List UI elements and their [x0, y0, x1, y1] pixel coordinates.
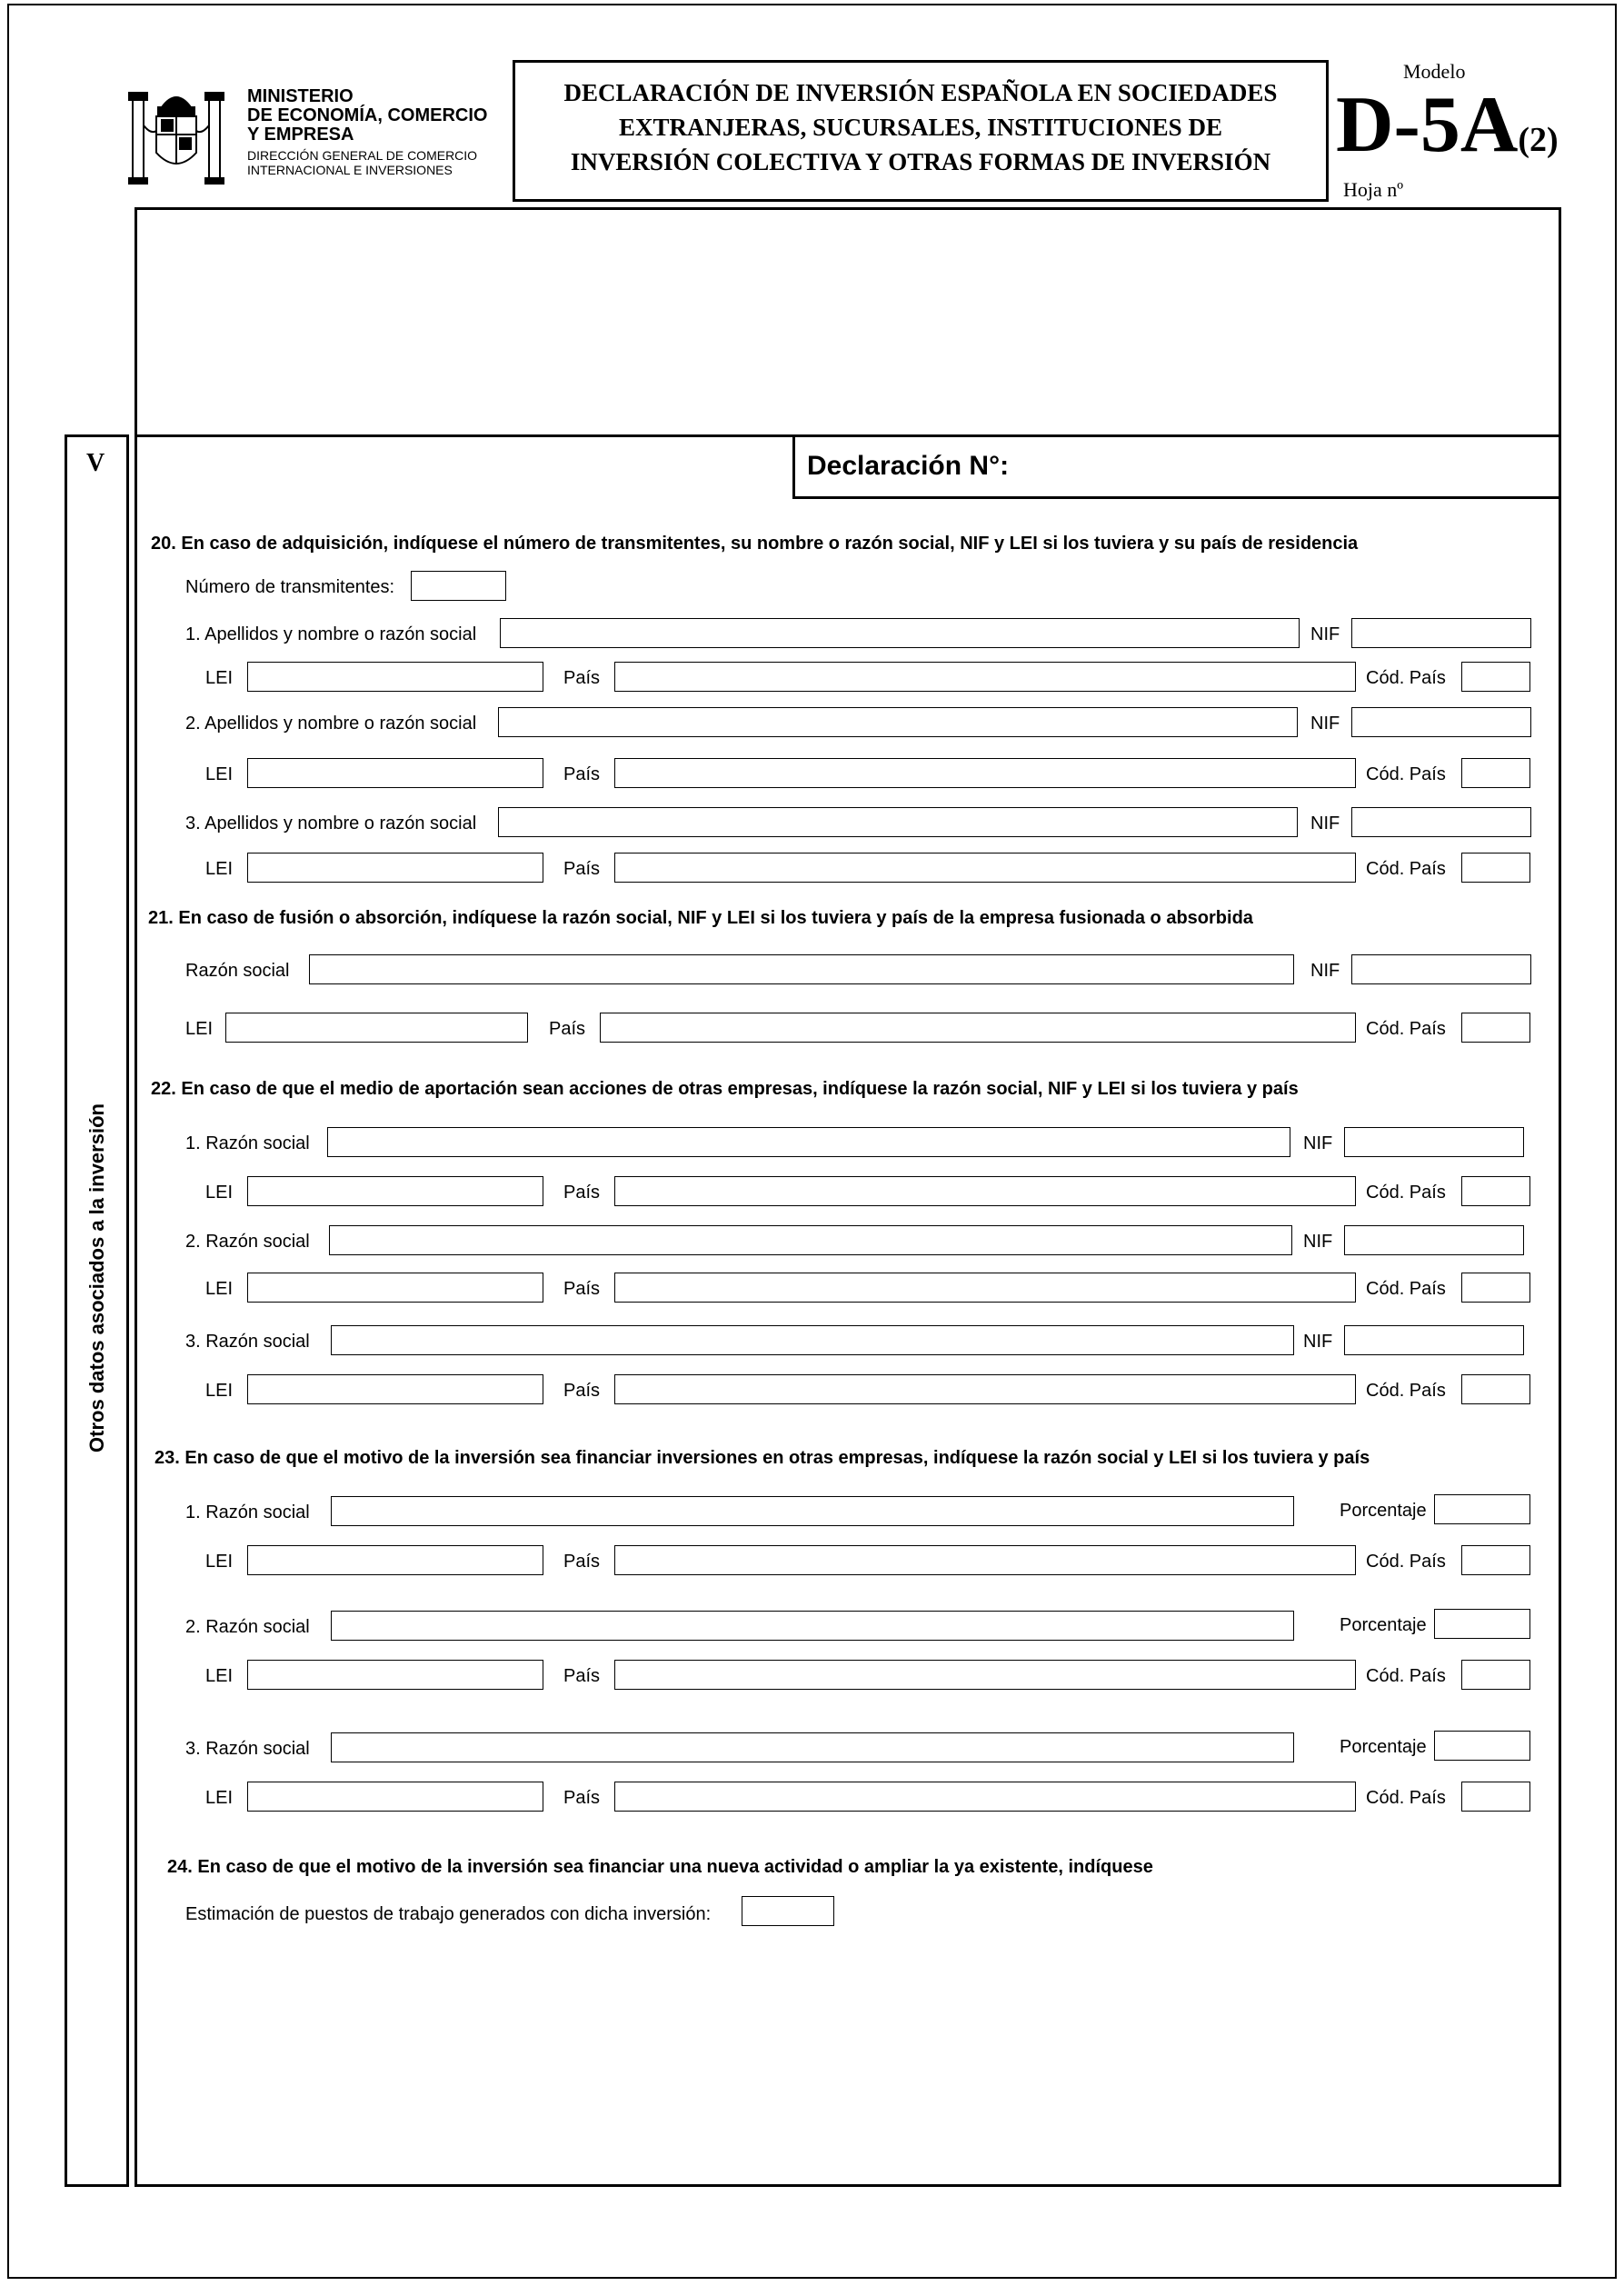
q21-lei-field[interactable] — [225, 1013, 528, 1043]
q22-row1-nif-field[interactable] — [1344, 1127, 1524, 1157]
q23-row1-label: 1. Razón social — [185, 1502, 310, 1522]
ministry-line-2: DE ECONOMÍA, COMERCIO — [247, 105, 488, 125]
q20-row1-name-field[interactable] — [500, 618, 1300, 648]
q23-row2-lei-label: LEI — [205, 1666, 234, 1686]
q22-row3-nif-label: NIF — [1303, 1332, 1333, 1352]
q22-row3-cod-label: Cód. País — [1366, 1381, 1446, 1401]
q20-row3-label: 3. Apellidos y nombre o razón social — [185, 814, 477, 834]
q22-row3-cod-field[interactable] — [1461, 1374, 1530, 1404]
q22-row1-cod-field[interactable] — [1461, 1176, 1530, 1206]
q21-razon-field[interactable] — [309, 954, 1294, 984]
q20-row2-nif-field[interactable] — [1351, 707, 1531, 737]
q22-row2-lei-field[interactable] — [247, 1273, 543, 1303]
top-blank-box — [135, 207, 1561, 437]
q20-row3-lei-label: LEI — [205, 859, 234, 879]
q23-row3-pais-field[interactable] — [614, 1782, 1356, 1812]
q23-row1-pct-label: Porcentaje — [1340, 1501, 1427, 1521]
q24-title: 24. En caso de que el motivo de la inversión sea financiar una nueva actividad o ampliar la ya existente, indíquese — [167, 1857, 1153, 1877]
q23-row1-lei-label: LEI — [205, 1552, 234, 1572]
q22-row3-label: 3. Razón social — [185, 1332, 310, 1352]
q23-row2-cod-label: Cód. País — [1366, 1666, 1446, 1686]
q23-row1-pais-field[interactable] — [614, 1545, 1356, 1575]
q22-row1-pais-label: País — [563, 1183, 601, 1203]
q20-row2-lei-field[interactable] — [247, 758, 543, 788]
q20-row1-label: 1. Apellidos y nombre o razón social — [185, 624, 477, 644]
direction-line-1: DIRECCIÓN GENERAL DE COMERCIO — [247, 148, 478, 163]
q20-row1-nif-label: NIF — [1310, 624, 1340, 644]
q22-title: 22. En caso de que el medio de aportación sean acciones de otras empresas, indíquese la razón social, NIF y LEI si los tuviera y país — [151, 1079, 1299, 1099]
q22-row2-label: 2. Razón social — [185, 1232, 310, 1252]
q22-row3-nif-field[interactable] — [1344, 1325, 1524, 1355]
q22-row1-lei-label: LEI — [205, 1183, 234, 1203]
coat-of-arms-logo — [125, 80, 227, 187]
q23-row3-cod-label: Cód. País — [1366, 1788, 1446, 1808]
q22-row2-cod-label: Cód. País — [1366, 1279, 1446, 1299]
q20-row3-cod-field[interactable] — [1461, 853, 1530, 883]
q24-empleo-field[interactable] — [742, 1896, 834, 1926]
q21-pais-field[interactable] — [600, 1013, 1356, 1043]
q21-nif-field[interactable] — [1351, 954, 1531, 984]
q20-row2-name-field[interactable] — [498, 707, 1298, 737]
q20-row3-nif-field[interactable] — [1351, 807, 1531, 837]
q23-row1-cod-field[interactable] — [1461, 1545, 1530, 1575]
form-title-box — [513, 60, 1329, 202]
q21-cod-label: Cód. País — [1366, 1019, 1446, 1039]
q23-row2-lei-field[interactable] — [247, 1660, 543, 1690]
modelo-code-suffix: (2) — [1518, 121, 1559, 159]
q23-row3-lei-field[interactable] — [247, 1782, 543, 1812]
q23-row2-cod-field[interactable] — [1461, 1660, 1530, 1690]
q23-row3-cod-field[interactable] — [1461, 1782, 1530, 1812]
q23-row1-pct-field[interactable] — [1434, 1494, 1530, 1524]
q20-row2-pais-label: País — [563, 764, 601, 784]
q20-row2-cod-field[interactable] — [1461, 758, 1530, 788]
q22-row3-lei-label: LEI — [205, 1381, 234, 1401]
q22-row2-cod-field[interactable] — [1461, 1273, 1530, 1303]
section-letter: V — [86, 449, 105, 477]
q20-row3-cod-label: Cód. País — [1366, 859, 1446, 879]
q20-row1-pais-field[interactable] — [614, 662, 1356, 692]
q21-pais-label: País — [549, 1019, 586, 1039]
q23-row2-razon-field[interactable] — [331, 1611, 1294, 1641]
q23-row2-pct-label: Porcentaje — [1340, 1615, 1427, 1635]
q21-nif-label: NIF — [1310, 961, 1340, 981]
hoja-label: Hoja nº — [1343, 178, 1404, 201]
q21-razon-label: Razón social — [185, 961, 290, 981]
ministry-block — [247, 87, 487, 177]
q20-row3-nif-label: NIF — [1310, 814, 1340, 834]
q22-row1-label: 1. Razón social — [185, 1133, 310, 1153]
q20-row2-cod-label: Cód. País — [1366, 764, 1446, 784]
q23-row3-pct-label: Porcentaje — [1340, 1737, 1427, 1757]
form-title-line-1: DECLARACIÓN DE INVERSIÓN ESPAÑOLA EN SOCIEDADES — [563, 79, 1278, 106]
q23-row2-pais-field[interactable] — [614, 1660, 1356, 1690]
q23-row3-razon-field[interactable] — [331, 1732, 1294, 1762]
q20-row1-cod-field[interactable] — [1461, 662, 1530, 692]
form-title-line-3: INVERSIÓN COLECTIVA Y OTRAS FORMAS DE INVERSIÓN — [570, 148, 1271, 175]
direction-line-2: INTERNACIONAL E INVERSIONES — [247, 163, 453, 177]
q20-row3-pais-field[interactable] — [614, 853, 1356, 883]
q24-empleo-label: Estimación de puestos de trabajo generados con dicha inversión: — [185, 1904, 712, 1924]
q22-row2-razon-field[interactable] — [329, 1225, 1292, 1255]
form-title-line-2: EXTRANJERAS, SUCURSALES, INSTITUCIONES DE — [619, 114, 1222, 141]
q23-row3-lei-label: LEI — [205, 1788, 234, 1808]
q21-cod-field[interactable] — [1461, 1013, 1530, 1043]
q23-row2-pct-field[interactable] — [1434, 1609, 1530, 1639]
q22-row1-cod-label: Cód. País — [1366, 1183, 1446, 1203]
q23-row1-lei-field[interactable] — [247, 1545, 543, 1575]
ministry-line-1: MINISTERIO — [247, 86, 354, 106]
q20-row2-lei-label: LEI — [205, 764, 234, 784]
q20-row2-label: 2. Apellidos y nombre o razón social — [185, 714, 477, 734]
modelo-code-main: D-5A — [1336, 81, 1519, 169]
q22-row1-lei-field[interactable] — [247, 1176, 543, 1206]
q22-row3-pais-label: País — [563, 1381, 601, 1401]
q21-title: 21. En caso de fusión o absorción, indíquese la razón social, NIF y LEI si los tuviera y país de la empresa fusionada o absorbida — [148, 908, 1253, 928]
q20-row1-pais-label: País — [563, 668, 601, 688]
q22-row1-pais-field[interactable] — [614, 1176, 1356, 1206]
q20-num-field[interactable] — [411, 571, 506, 601]
modelo-label: Modelo — [1403, 60, 1466, 83]
q20-row3-lei-field[interactable] — [247, 853, 543, 883]
q23-row1-cod-label: Cód. País — [1366, 1552, 1446, 1572]
q22-row2-pais-label: País — [563, 1279, 601, 1299]
q22-row1-nif-label: NIF — [1303, 1133, 1333, 1153]
q22-row3-lei-field[interactable] — [247, 1374, 543, 1404]
q21-lei-label: LEI — [185, 1019, 214, 1039]
q23-row2-label: 2. Razón social — [185, 1617, 310, 1637]
q22-row1-razon-field[interactable] — [327, 1127, 1290, 1157]
q20-title: 20. En caso de adquisición, indíquese el número de transmitentes, su nombre o razón social, NIF y LEI si los tuviera y su país de residencia — [151, 534, 1359, 554]
q22-row2-pais-field[interactable] — [614, 1273, 1356, 1303]
q23-row1-razon-field[interactable] — [331, 1496, 1294, 1526]
q22-row2-lei-label: LEI — [205, 1279, 234, 1299]
ministry-line-3: Y EMPRESA — [247, 125, 354, 145]
q23-title: 23. En caso de que el motivo de la inversión sea financiar inversiones en otras empresas, indíquese la razón social y LEI si los tuviera y país — [154, 1448, 1370, 1468]
q23-row3-pais-label: País — [563, 1788, 601, 1808]
q20-row1-nif-field[interactable] — [1351, 618, 1531, 648]
q22-row3-pais-field[interactable] — [614, 1374, 1356, 1404]
q23-row3-pct-field[interactable] — [1434, 1731, 1530, 1761]
declaracion-label: Declaración N°: — [807, 451, 1010, 481]
q22-row2-nif-label: NIF — [1303, 1232, 1333, 1252]
q23-row2-pais-label: País — [563, 1666, 601, 1686]
q23-row3-label: 3. Razón social — [185, 1739, 310, 1759]
modelo-code — [1336, 82, 1559, 184]
q23-row1-pais-label: País — [563, 1552, 601, 1572]
q20-row2-pais-field[interactable] — [614, 758, 1356, 788]
q20-row3-pais-label: País — [563, 859, 601, 879]
q20-row3-name-field[interactable] — [498, 807, 1298, 837]
q20-row2-nif-label: NIF — [1310, 714, 1340, 734]
q20-row1-lei-field[interactable] — [247, 662, 543, 692]
q22-row3-razon-field[interactable] — [331, 1325, 1294, 1355]
q20-row1-lei-label: LEI — [205, 668, 234, 688]
q20-row1-cod-label: Cód. País — [1366, 668, 1446, 688]
q22-row2-nif-field[interactable] — [1344, 1225, 1524, 1255]
q20-num-label: Número de transmitentes: — [185, 577, 395, 597]
